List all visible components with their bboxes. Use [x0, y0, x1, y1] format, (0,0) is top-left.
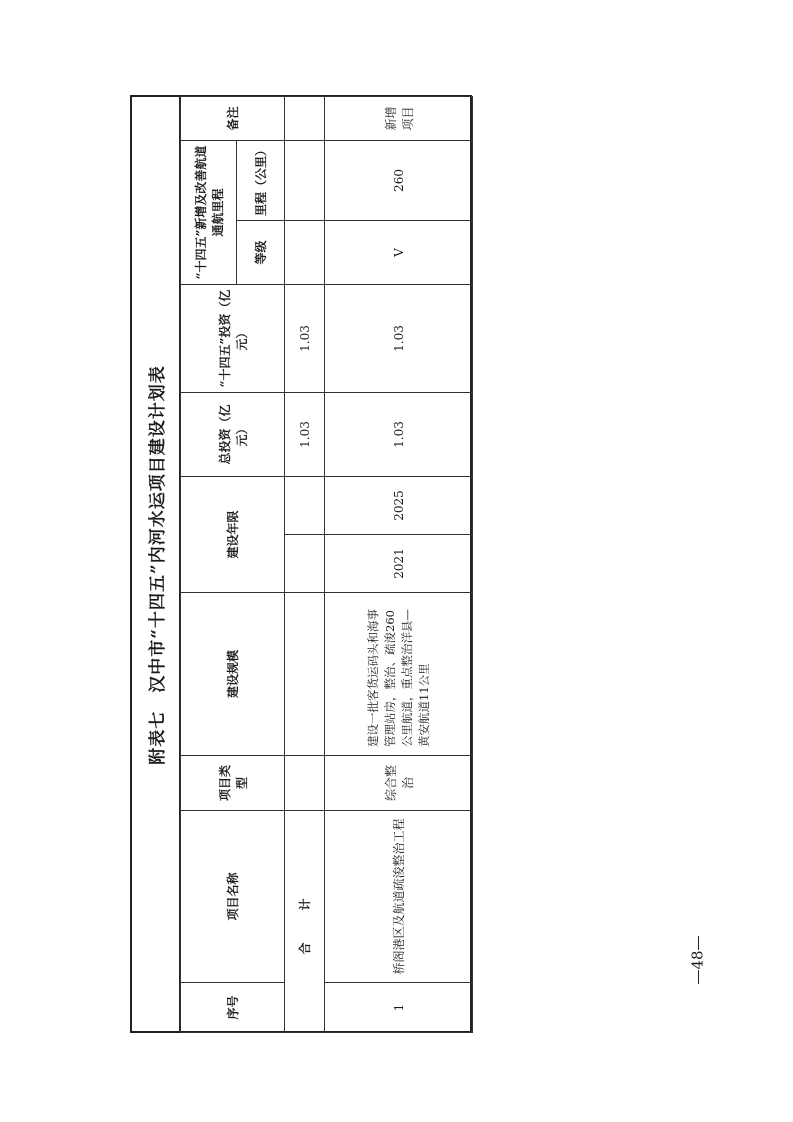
row-scale: 建设一批客货运码头和海事管理站房，整治、疏浚260公里航道，重点整治洋县—黄安航道11公里 — [325, 593, 473, 756]
total-remark — [285, 96, 325, 140]
row-name: 桥阁港区及航道疏浚整治工程 — [325, 811, 473, 983]
header-channel-group: “十四五”新增及改善航道通航里程 — [181, 140, 237, 284]
total-invest: 1.03 — [285, 392, 325, 476]
row-seq: 1 — [325, 983, 473, 1033]
table-title: 附表七 汉中市“十四五”内河水运项目建设计划表 — [132, 97, 180, 1033]
row-start-year: 2021 — [325, 535, 473, 593]
total-scale — [285, 593, 325, 756]
header-plan-invest: “十四五”投资（亿元） — [181, 284, 285, 392]
total-label: 合 计 — [285, 811, 325, 1033]
row-mileage: 260 — [325, 140, 473, 220]
total-plan-invest: 1.03 — [285, 284, 325, 392]
row-grade: V — [325, 220, 473, 284]
table-frame — [130, 95, 472, 1033]
project-plan-table — [180, 96, 473, 1033]
header-grade: 等级 — [237, 220, 285, 284]
row-type: 综合整治 — [325, 756, 473, 811]
header-remark: 备注 — [181, 96, 285, 140]
header-scale: 建设规模 — [181, 593, 285, 756]
table-row — [325, 96, 473, 1032]
header-seq: 序号 — [181, 983, 285, 1033]
page-number — [678, 920, 718, 1000]
total-type — [285, 756, 325, 811]
total-row — [285, 96, 325, 1032]
header-name: 项目名称 — [181, 811, 285, 983]
total-start — [285, 535, 325, 593]
row-total-invest: 1.03 — [325, 392, 473, 476]
total-grade — [285, 220, 325, 284]
page-number-text: —48— — [689, 935, 707, 985]
total-end — [285, 476, 325, 534]
header-mileage: 里程（公里） — [237, 140, 285, 220]
header-period: 建设年限 — [181, 476, 285, 592]
header-total-invest: 总投资（亿元） — [181, 392, 285, 476]
row-end-year: 2025 — [325, 476, 473, 534]
rotated-page — [132, 97, 472, 1033]
row-plan-invest: 1.03 — [325, 284, 473, 392]
row-remark: 新增项目 — [325, 96, 473, 140]
header-type: 项目类型 — [181, 756, 285, 811]
total-mileage — [285, 140, 325, 220]
